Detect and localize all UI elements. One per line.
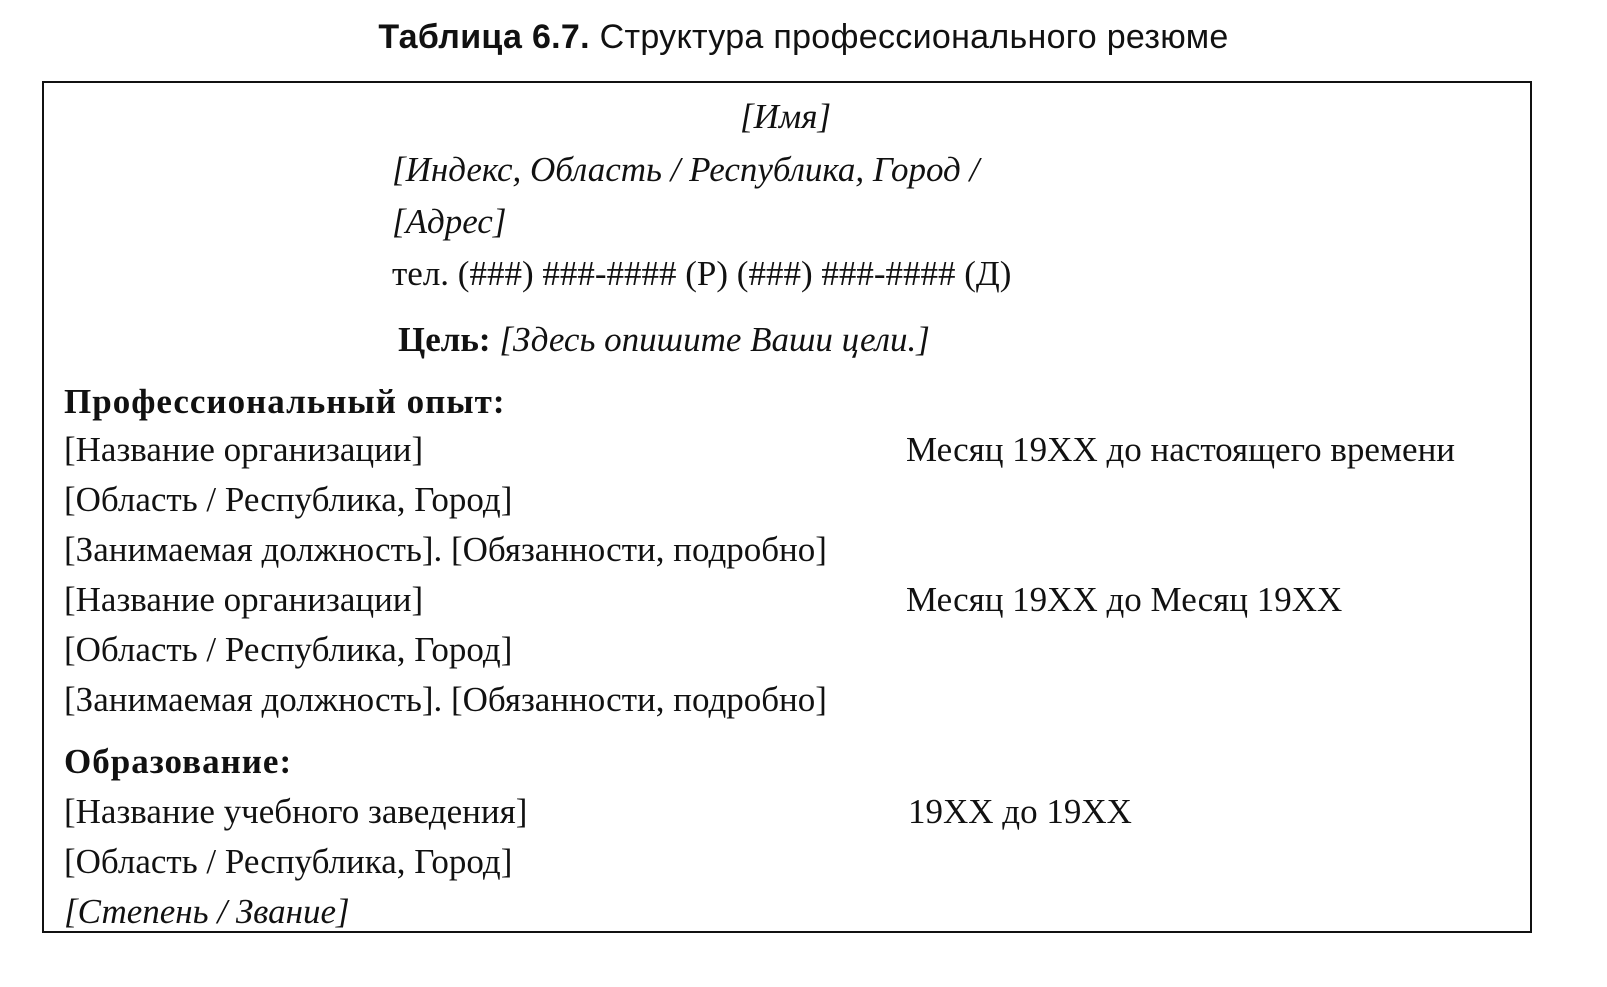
education-institution: [Название учебного заведения] — [64, 792, 528, 831]
resume-name: [Имя] — [740, 97, 832, 136]
experience-position: [Занимаемая должность]. [Обязанности, подробно] — [64, 680, 827, 719]
resume-location: [Индекс, Область / Республика, Город / — [392, 150, 980, 189]
experience-region: [Область / Республика, Город] — [64, 630, 513, 669]
resume-phone: тел. (###) ###-#### (Р) (###) ###-#### (Д) — [392, 254, 1012, 293]
education-degree: [Степень / Звание] — [64, 892, 350, 931]
caption-number: Таблица 6.7. — [378, 18, 590, 56]
experience-position: [Занимаемая должность]. [Обязанности, подробно] — [64, 530, 827, 569]
experience-period: Месяц 19XX до Месяц 19XX — [906, 580, 1343, 619]
resume-goal — [398, 320, 930, 360]
education-period: 19XX до 19XX — [908, 792, 1132, 831]
goal-text: [Здесь опишите Ваши цели.] — [499, 320, 930, 359]
experience-heading: Профессиональный опыт: — [64, 382, 506, 421]
experience-org: [Название организации] — [64, 580, 424, 619]
experience-period: Месяц 19XX до настоящего времени — [906, 430, 1456, 469]
goal-label: Цель: — [398, 320, 491, 359]
experience-org: [Название организации] — [64, 430, 424, 469]
table-caption — [0, 18, 1607, 57]
experience-region: [Область / Республика, Город] — [64, 480, 513, 519]
education-heading: Образование: — [64, 742, 293, 781]
education-region: [Область / Республика, Город] — [64, 842, 513, 881]
resume-address: [Адрес] — [392, 202, 507, 241]
caption-title: Структура профессионального резюме — [599, 18, 1229, 56]
